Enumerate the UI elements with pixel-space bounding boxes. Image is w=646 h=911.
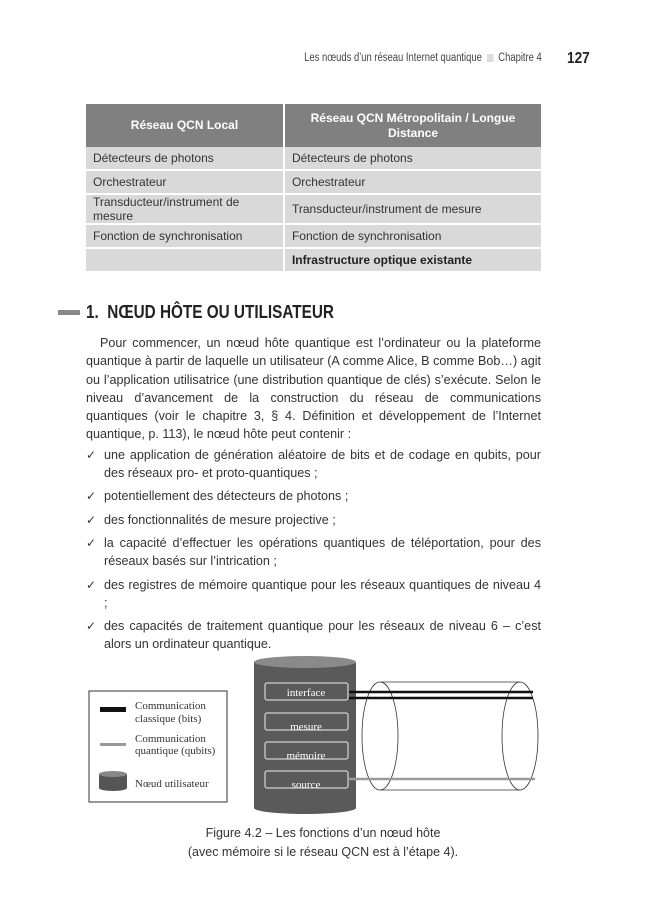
table-cell: Infrastructure optique existante — [284, 248, 541, 272]
table-cell: Transducteur/instrument de mesure — [284, 194, 541, 224]
list-item: ✓ une application de génération aléatoire de bits et de codage en qubits, pour des réseaux pro- et proto-quantiques ; — [86, 446, 541, 483]
list-item: ✓ la capacité d’effectuer les opérations quantiques de téléportation, pour des réseaux basés sur l’intrication ; — [86, 534, 541, 571]
list-item: ✓ des fonctionnalités de mesure projective ; — [86, 511, 541, 529]
layer-memoire: mémoire — [286, 750, 326, 762]
paragraph: Pour commencer, un nœud hôte quantique est l’ordinateur ou la plateforme quantique à partir de laquelle un utilisateur (A comme Alice, B comme Bob…) agit ou l’application utilisatrice (une distribution quantique de clés) s’exécute. Selon le niveau d’avancement de la construction du réseau de communications quantiques (voir le chapitre 3, § 4. Définition et développement de l’Internet quantique, p. 113), le nœud hôte peut contenir : — [86, 336, 541, 442]
figure-caption — [0, 824, 646, 862]
table-row — [86, 194, 541, 224]
comparison-table — [86, 104, 541, 273]
legend-label: Communication — [135, 733, 206, 745]
quantum-line-icon — [100, 743, 126, 746]
section-heading — [58, 302, 378, 323]
table-row — [86, 170, 541, 194]
layer-source: source — [291, 779, 321, 791]
table-cell: Fonction de synchronisation — [86, 224, 284, 248]
separator-square — [487, 54, 494, 62]
legend-label: classique (bits) — [135, 713, 202, 725]
table-row — [86, 248, 541, 272]
legend-label: Communication — [135, 700, 206, 712]
table-header: Réseau QCN Métropolitain / Longue Distance — [284, 104, 541, 147]
section-number: 1. — [86, 302, 99, 322]
legend — [89, 691, 227, 802]
table-cell: Orchestrateur — [284, 170, 541, 194]
table-cell: Orchestrateur — [86, 170, 284, 194]
heading-bar — [58, 310, 80, 315]
section-title: NŒUD HÔTE OU UTILISATEUR — [107, 302, 334, 322]
list-item: ✓ des capacités de traitement quantique pour les réseaux de niveau 6 – c’est alors un ordinateur quantique. — [86, 617, 541, 654]
legend-label: quantique (qubits) — [135, 745, 216, 757]
running-title: Les nœuds d’un réseau Internet quantique — [304, 52, 483, 64]
table-cell: Transducteur/instrument de mesure — [86, 194, 284, 224]
layer-interface: interface — [286, 687, 326, 699]
body-text — [86, 334, 541, 659]
table-cell — [86, 248, 284, 272]
checklist — [86, 446, 541, 654]
host-node-figure — [80, 650, 550, 820]
node-cylinder-icon — [99, 771, 127, 791]
page-number: 127 — [567, 50, 590, 67]
table-row — [86, 224, 541, 248]
list-item: ✓ des registres de mémoire quantique pour les réseaux quantiques de niveau 4 ; — [86, 576, 541, 613]
running-header — [304, 52, 542, 64]
chapter-label: Chapitre 4 — [498, 52, 542, 64]
table-cell: Détecteurs de photons — [86, 147, 284, 170]
layer-mesure: mesure — [290, 721, 322, 733]
legend-label: Nœud utilisateur — [135, 778, 209, 790]
table-header: Réseau QCN Local — [86, 104, 284, 147]
caption-line: (avec mémoire si le réseau QCN est à l’étape 4). — [187, 845, 459, 859]
caption-line: Figure 4.2 – Les fonctions d’un nœud hôte — [205, 826, 441, 840]
table-cell: Fonction de synchronisation — [284, 224, 541, 248]
table-row — [86, 147, 541, 170]
classic-line-icon — [100, 707, 126, 712]
table-cell: Détecteurs de photons — [284, 147, 541, 170]
list-item: ✓ potentiellement des détecteurs de photons ; — [86, 487, 541, 505]
